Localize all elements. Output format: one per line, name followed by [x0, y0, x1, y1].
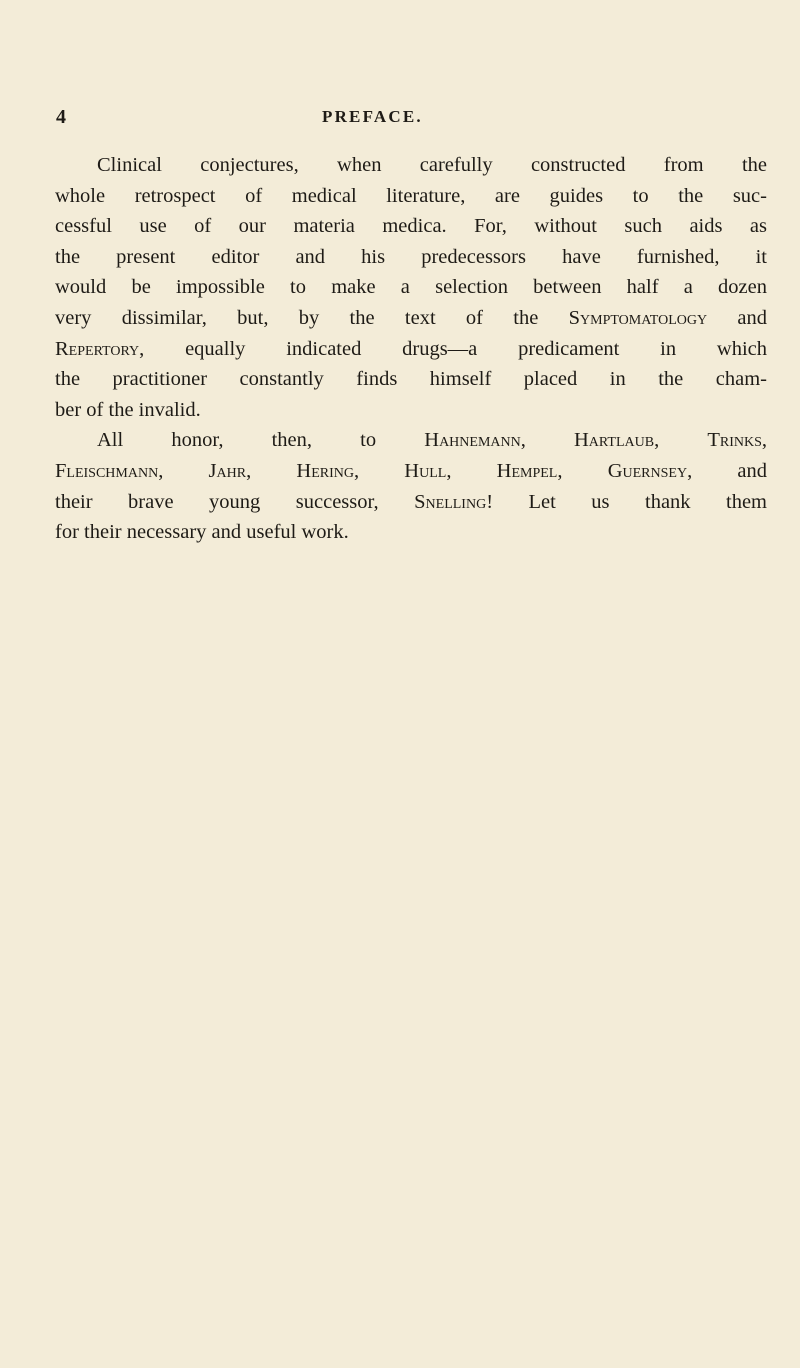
text-line: would be impossible to make a selection between half a dozen: [55, 276, 767, 299]
text-line: the practitioner constantly finds himself placed in the cham-: [55, 368, 767, 391]
text-line: [55, 303, 767, 334]
author-name: Hering: [296, 459, 354, 482]
text-line: [55, 334, 767, 365]
text-line: [55, 487, 767, 518]
text-span: ! Let us thank them: [486, 490, 768, 513]
author-name: Hartlaub: [574, 429, 655, 452]
text-span: and: [737, 306, 768, 329]
running-head: [56, 106, 756, 132]
text-span: and: [737, 459, 767, 482]
text-line: Fleischmann, Jahr, Hering, Hull, Hempel, Guernsey, and: [55, 459, 767, 482]
text-span: , equally indicated drugs—a predicament in which: [139, 337, 767, 360]
text-span: very dissimilar, but, by the text of the: [55, 306, 539, 329]
author-name: Guernsey: [607, 459, 688, 482]
author-name: Jahr: [208, 459, 247, 482]
text-line: for their necessary and useful work.: [55, 521, 349, 544]
small-caps-term: Repertory: [55, 337, 140, 360]
author-name: Trinks: [707, 429, 762, 452]
text-line: ber of the invalid.: [55, 398, 201, 421]
small-caps-term: Symptomatology: [568, 306, 708, 329]
text-line: cessful use of our materia medica. For, without such aids as: [55, 215, 767, 238]
text-span: their brave young successor,: [55, 490, 379, 513]
text-line: All honor, then, to Hahnemann, Hartlaub, Trinks,: [97, 429, 767, 452]
author-name: Snelling: [414, 490, 487, 513]
paragraph-1: [55, 150, 767, 425]
text-line: the present editor and his predecessors have furnished, it: [55, 245, 767, 268]
author-name: Hahnemann: [424, 429, 521, 452]
text-line: whole retrospect of medical literature, are guides to the suc-: [55, 184, 767, 207]
author-name: Hempel: [496, 459, 558, 482]
author-name: Hull: [404, 459, 447, 482]
paragraph-2: [55, 425, 767, 547]
text-line: Clinical conjectures, when carefully constructed from the: [97, 154, 767, 176]
body-text: [55, 150, 767, 548]
author-name: Fleischmann: [55, 459, 159, 482]
page-number: 4: [56, 106, 66, 128]
running-title: PREFACE.: [322, 107, 423, 126]
text-span: All honor, then, to: [97, 429, 377, 452]
